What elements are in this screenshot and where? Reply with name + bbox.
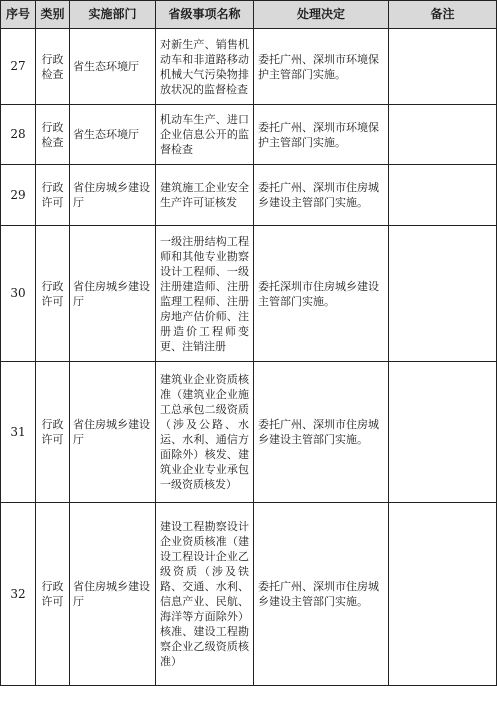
row-item: 机动车生产、进口企业信息公开的监督检查 [156, 105, 254, 165]
table-row [1, 29, 497, 105]
row-number: 32 [1, 503, 36, 686]
row-note [389, 105, 497, 165]
row-number: 30 [1, 226, 36, 362]
row-decision: 委托广州、深圳市住房城乡建设主管部门实施。 [254, 165, 389, 226]
header-no: 序号 [1, 1, 36, 29]
header-decision: 处理决定 [254, 1, 389, 29]
row-dept: 省住房城乡建设厅 [70, 165, 156, 226]
row-note [389, 362, 497, 503]
row-dept: 省住房城乡建设厅 [70, 226, 156, 362]
row-type: 行政许可 [36, 362, 70, 503]
row-dept: 省住房城乡建设厅 [70, 503, 156, 686]
table-row [1, 362, 497, 503]
header-row [1, 1, 497, 29]
row-type: 行政检查 [36, 105, 70, 165]
row-decision: 委托深圳市住房城乡建设主管部门实施。 [254, 226, 389, 362]
row-type: 行政许可 [36, 226, 70, 362]
row-item: 建筑施工企业安全生产许可证核发 [156, 165, 254, 226]
row-dept: 省生态环境厅 [70, 29, 156, 105]
row-note [389, 226, 497, 362]
row-item: 一级注册结构工程师和其他专业勘察设计工程师、一级注册建造师、注册监理工程师、注册房地产估价师、注册造价工程师变更、注销注册 [156, 226, 254, 362]
row-decision: 委托广州、深圳市住房城乡建设主管部门实施。 [254, 362, 389, 503]
row-decision: 委托广州、深圳市环境保护主管部门实施。 [254, 29, 389, 105]
row-decision: 委托广州、深圳市住房城乡建设主管部门实施。 [254, 503, 389, 686]
row-number: 31 [1, 362, 36, 503]
row-type: 行政许可 [36, 503, 70, 686]
table-row [1, 105, 497, 165]
row-note [389, 29, 497, 105]
row-number: 28 [1, 105, 36, 165]
table-row [1, 226, 497, 362]
row-dept: 省生态环境厅 [70, 105, 156, 165]
header-type: 类别 [36, 1, 70, 29]
row-note [389, 165, 497, 226]
row-note [389, 503, 497, 686]
header-item: 省级事项名称 [156, 1, 254, 29]
header-dept: 实施部门 [70, 1, 156, 29]
row-number: 27 [1, 29, 36, 105]
row-dept: 省住房城乡建设厅 [70, 362, 156, 503]
row-item: 对新生产、销售机动车和非道路移动机械大气污染物排放状况的监督检查 [156, 29, 254, 105]
header-note: 备注 [389, 1, 497, 29]
row-item: 建设工程勘察设计企业资质核准（建设工程设计企业乙级资质（涉及铁路、交通、水利、信息产业、民航、海洋等方面除外）核准、建设工程勘察企业乙级资质核准） [156, 503, 254, 686]
row-item: 建筑业企业资质核准（建筑业企业施工总承包二级资质（涉及公路、水运、水利、通信方面除外）核发、建筑业企业专业承包一级资质核发） [156, 362, 254, 503]
table-row [1, 503, 497, 686]
row-number: 29 [1, 165, 36, 226]
table-row [1, 165, 497, 226]
row-type: 行政检查 [36, 29, 70, 105]
row-decision: 委托广州、深圳市环境保护主管部门实施。 [254, 105, 389, 165]
row-type: 行政许可 [36, 165, 70, 226]
